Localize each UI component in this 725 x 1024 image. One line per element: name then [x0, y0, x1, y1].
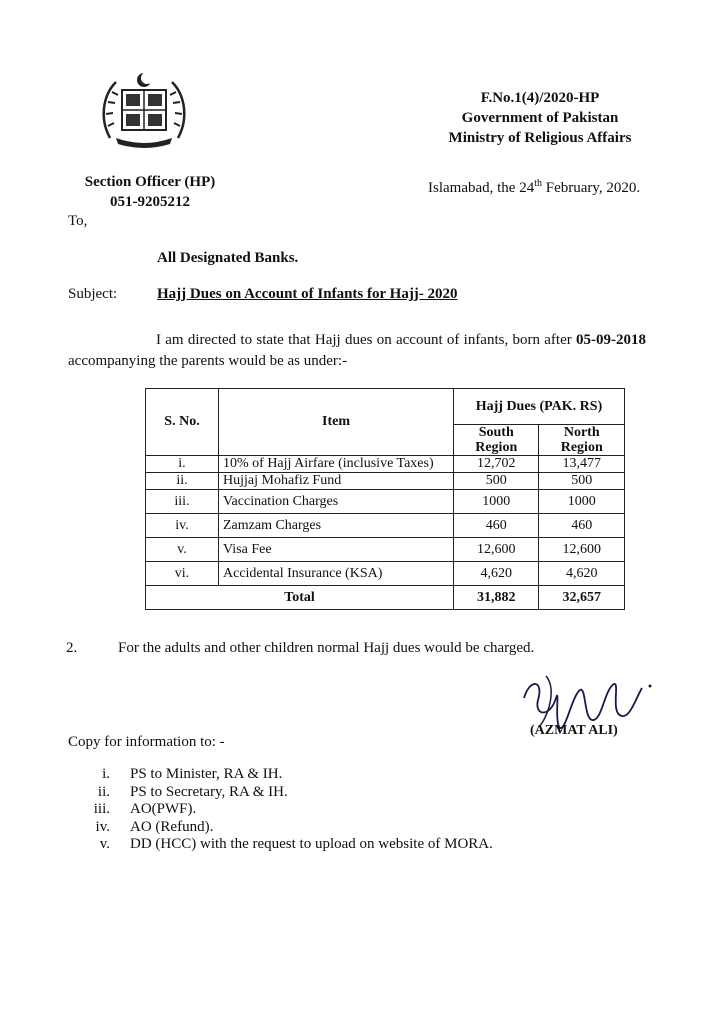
row-item: Accidental Insurance (KSA)	[219, 562, 454, 586]
north-header-line1: North	[563, 425, 600, 440]
list-item-text: DD (HCC) with the request to upload on website of MORA.	[130, 836, 493, 852]
row-sno: iii.	[146, 490, 219, 514]
row-item: 10% of Hajj Airfare (inclusive Taxes)	[219, 456, 454, 473]
row-north: 500	[539, 473, 625, 490]
section-officer-block	[60, 172, 240, 212]
total-north: 32,657	[539, 586, 625, 610]
section-officer-title: Section Officer (HP)	[84, 174, 216, 190]
letter-date	[428, 178, 640, 197]
row-north: 460	[539, 514, 625, 538]
list-item-text: AO(PWF).	[130, 801, 197, 817]
list-item	[80, 784, 493, 802]
para1-date: 05-09-2018	[576, 332, 646, 348]
north-header-line2: Region	[560, 440, 603, 455]
date-prefix: Islamabad, the 24	[428, 180, 535, 196]
list-item-number: i.	[102, 766, 110, 782]
list-item-text: PS to Secretary, RA & IH.	[130, 783, 288, 800]
row-sno: i.	[146, 456, 219, 473]
list-item-text: AO (Refund).	[130, 818, 214, 835]
table-row	[146, 514, 625, 538]
row-south: 4,620	[454, 562, 539, 586]
list-item-number: iv.	[95, 818, 110, 835]
ministry-name: Ministry of Religious Affairs	[448, 130, 632, 146]
signatory-name: (AZMAT ALI)	[530, 723, 618, 738]
row-south: 500	[454, 473, 539, 490]
south-header-line1: South	[478, 425, 514, 440]
to-label: To,	[68, 213, 88, 229]
row-north: 4,620	[539, 562, 625, 586]
list-item	[80, 819, 493, 837]
south-region-header	[454, 425, 539, 456]
row-north: 13,477	[539, 456, 625, 473]
row-south: 12,702	[454, 456, 539, 473]
subject-text: Hajj Dues on Account of Infants for Hajj- 2020	[157, 286, 458, 302]
table-row	[146, 538, 625, 562]
list-item-text: PS to Minister, RA & IH.	[130, 766, 283, 782]
list-item-number: ii.	[97, 783, 110, 800]
total-row	[146, 586, 625, 610]
total-label: Total	[146, 586, 454, 610]
row-sno: ii.	[146, 473, 219, 490]
paragraph-2: For the adults and other children normal Hajj dues would be charged.	[118, 640, 535, 656]
paragraph-2-number: 2.	[66, 640, 78, 656]
table-row	[146, 473, 625, 490]
table-row	[146, 490, 625, 514]
subject-label: Subject:	[68, 286, 118, 302]
row-item: Vaccination Charges	[219, 490, 454, 514]
row-item: Hujjaj Mohafiz Fund	[219, 473, 454, 490]
row-item: Visa Fee	[219, 538, 454, 562]
list-item-number: v.	[99, 836, 110, 852]
row-sno: v.	[146, 538, 219, 562]
list-item-number: iii.	[93, 801, 110, 817]
government-emblem-icon	[96, 68, 192, 152]
list-item	[80, 801, 493, 819]
reference-number: F.No.1(4)/2020-HP	[480, 90, 600, 106]
date-superscript: th	[534, 178, 542, 189]
hajj-dues-table	[145, 388, 625, 610]
para1-start: I am directed to state that Hajj dues on account of infants, born after	[156, 332, 576, 348]
row-north: 12,600	[539, 538, 625, 562]
list-item	[80, 836, 493, 854]
row-south: 460	[454, 514, 539, 538]
recipient: All Designated Banks.	[157, 250, 299, 266]
total-south: 31,882	[454, 586, 539, 610]
row-north: 1000	[539, 490, 625, 514]
section-officer-phone: 051-9205212	[110, 194, 190, 210]
letter-header	[430, 88, 650, 148]
south-header-line2: Region	[475, 440, 518, 455]
table-row	[146, 456, 625, 473]
table-header-row	[146, 389, 625, 425]
copy-list	[80, 766, 493, 854]
para1-end: accompanying the parents would be as under:-	[68, 353, 348, 369]
government-name: Government of Pakistan	[461, 110, 619, 126]
copy-heading: Copy for information to: -	[68, 734, 225, 750]
row-south: 1000	[454, 490, 539, 514]
row-sno: iv.	[146, 514, 219, 538]
north-region-header	[539, 425, 625, 456]
table-row	[146, 562, 625, 586]
item-header: Item	[219, 389, 454, 456]
row-sno: vi.	[146, 562, 219, 586]
paragraph-1	[68, 330, 646, 372]
row-south: 12,600	[454, 538, 539, 562]
row-item: Zamzam Charges	[219, 514, 454, 538]
sno-header: S. No.	[146, 389, 219, 456]
list-item	[80, 766, 493, 784]
date-suffix: February, 2020.	[542, 180, 641, 196]
dues-header: Hajj Dues (PAK. RS)	[454, 389, 625, 425]
